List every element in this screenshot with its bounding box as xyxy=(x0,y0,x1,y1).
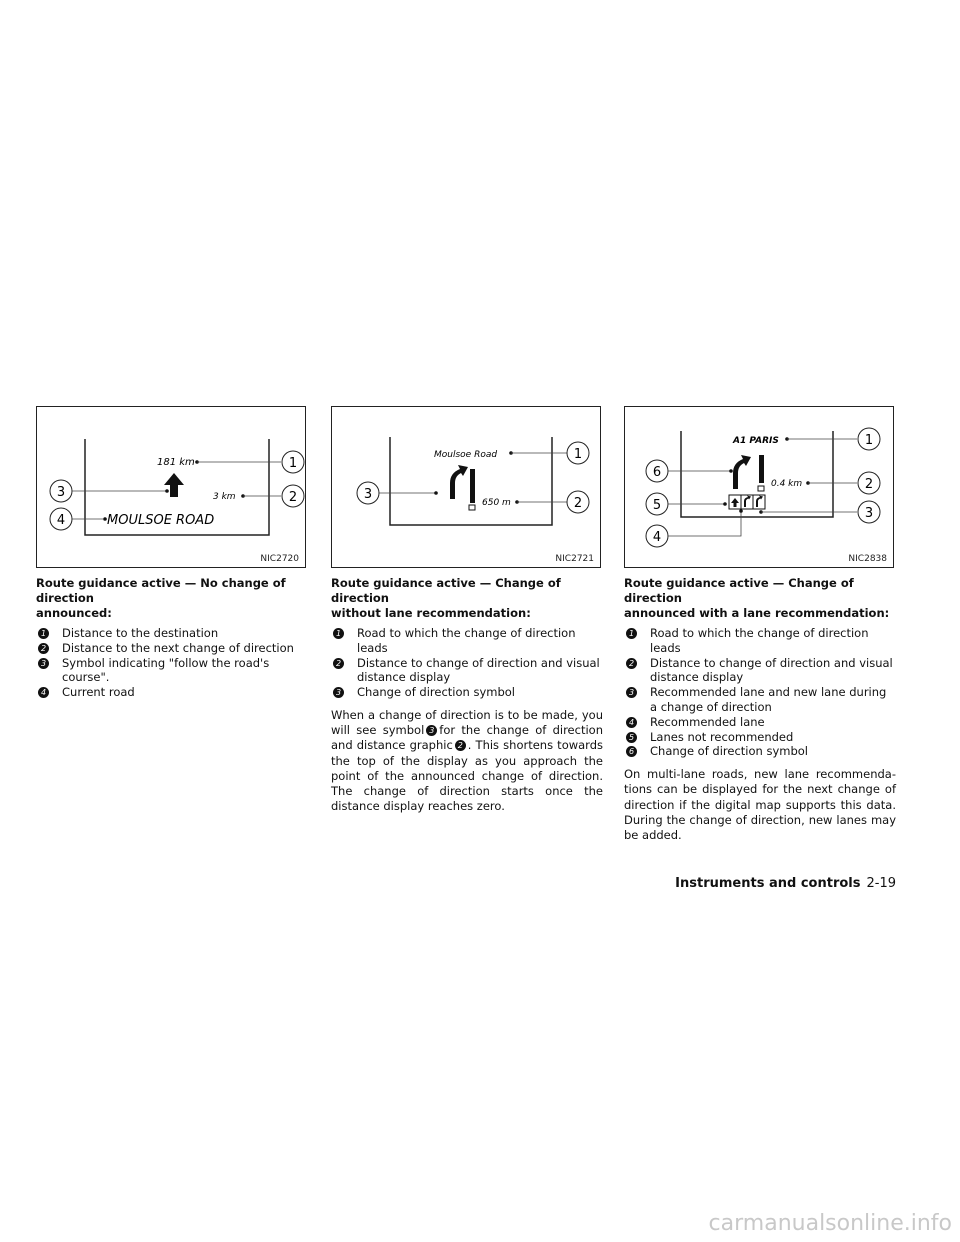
legend-list xyxy=(331,626,603,700)
section-heading: Route guidance active — Change of direction announced with a lane recommendation: xyxy=(624,576,890,620)
svg-text:2: 2 xyxy=(288,490,298,505)
distance-bar xyxy=(759,455,764,483)
list-item: 1 Distance to the destination xyxy=(36,626,308,641)
svg-text:2: 2 xyxy=(573,496,583,511)
list-item: 2 Distance to the next change of direction xyxy=(36,641,308,656)
svg-text:2: 2 xyxy=(864,477,874,492)
figure-code: NIC2721 xyxy=(555,554,594,564)
figure-change-no-lane xyxy=(331,406,601,568)
page-footer xyxy=(675,876,896,891)
list-item: 2 Distance to change of direction and visual distance display xyxy=(331,656,603,686)
figure-no-change-drawing xyxy=(37,407,305,567)
column-change-with-lane xyxy=(624,576,896,843)
body-paragraph: When a change of direction is to be made, you will see symbol 3 for the change of direction and distance graphic 2 . This shortens towards the top of the display as you approach the point of the announced change of direction. The change of direction starts once the distance display reaches zero. xyxy=(331,707,603,814)
fig3-road: A1 PARIS xyxy=(733,436,779,446)
legend-list xyxy=(36,626,308,700)
list-item: 4 Recommended lane xyxy=(624,715,896,730)
fig3-distance: 0.4 km xyxy=(771,479,803,489)
watermark[interactable]: carmanualsonline.info xyxy=(708,1211,952,1236)
fig2-distance: 650 m xyxy=(482,498,511,508)
change-direction-icon xyxy=(733,455,751,489)
svg-text:3: 3 xyxy=(363,487,373,502)
list-item: 3 Change of direction symbol xyxy=(331,685,603,700)
figure-code: NIC2838 xyxy=(848,554,887,564)
body-paragraph: On multi-lane roads, new lane recommenda-tions can be displayed for the next change of direction if the digital map supports this data. During the change of direction, new lanes may be added. xyxy=(624,767,896,842)
svg-text:6: 6 xyxy=(652,465,662,480)
list-item: 5 Lanes not recommended xyxy=(624,730,896,745)
svg-text:3: 3 xyxy=(56,485,66,500)
section-heading: Route guidance active — Change of direction without lane recommendation: xyxy=(331,576,561,620)
list-item: 2 Distance to change of direction and visual distance display xyxy=(624,656,896,686)
follow-road-arrow-icon xyxy=(164,473,184,497)
list-item: 3 Symbol indicating "follow the road's course". xyxy=(36,656,308,686)
list-item: 6 Change of direction symbol xyxy=(624,744,896,759)
fig1-distance-dest: 181 km xyxy=(157,457,195,468)
figure-change-with-lane-drawing xyxy=(625,407,893,567)
column-no-change xyxy=(36,576,308,700)
legend-list xyxy=(624,626,896,759)
figure-code: NIC2720 xyxy=(260,554,299,564)
figure-change-with-lane xyxy=(624,406,894,568)
fig2-road: Moulsoe Road xyxy=(434,450,498,460)
list-item: 3 Recommended lane and new lane during a change of direction xyxy=(624,685,896,715)
svg-text:3: 3 xyxy=(864,506,874,521)
column-change-no-lane xyxy=(331,576,603,814)
figure-change-no-lane-drawing xyxy=(332,407,600,567)
list-item: 1 Road to which the change of direction leads xyxy=(331,626,603,656)
change-direction-icon xyxy=(450,465,468,499)
fig1-distance-turn: 3 km xyxy=(213,492,236,502)
page-number: 2-19 xyxy=(866,876,896,891)
list-item: 1 Road to which the change of direction leads xyxy=(624,626,896,656)
svg-text:1: 1 xyxy=(288,456,298,471)
svg-text:4: 4 xyxy=(56,513,66,528)
figure-no-change xyxy=(36,406,306,568)
list-item: 4 Current road xyxy=(36,685,308,700)
svg-text:5: 5 xyxy=(652,498,662,513)
svg-text:1: 1 xyxy=(864,433,874,448)
fig1-current-road: MOULSOE ROAD xyxy=(107,513,215,528)
section-name: Instruments and controls xyxy=(675,876,861,891)
svg-text:4: 4 xyxy=(652,530,662,545)
distance-bar xyxy=(470,469,475,503)
svg-text:1: 1 xyxy=(573,447,583,462)
section-heading: Route guidance active — No change of direction announced: xyxy=(36,576,286,620)
